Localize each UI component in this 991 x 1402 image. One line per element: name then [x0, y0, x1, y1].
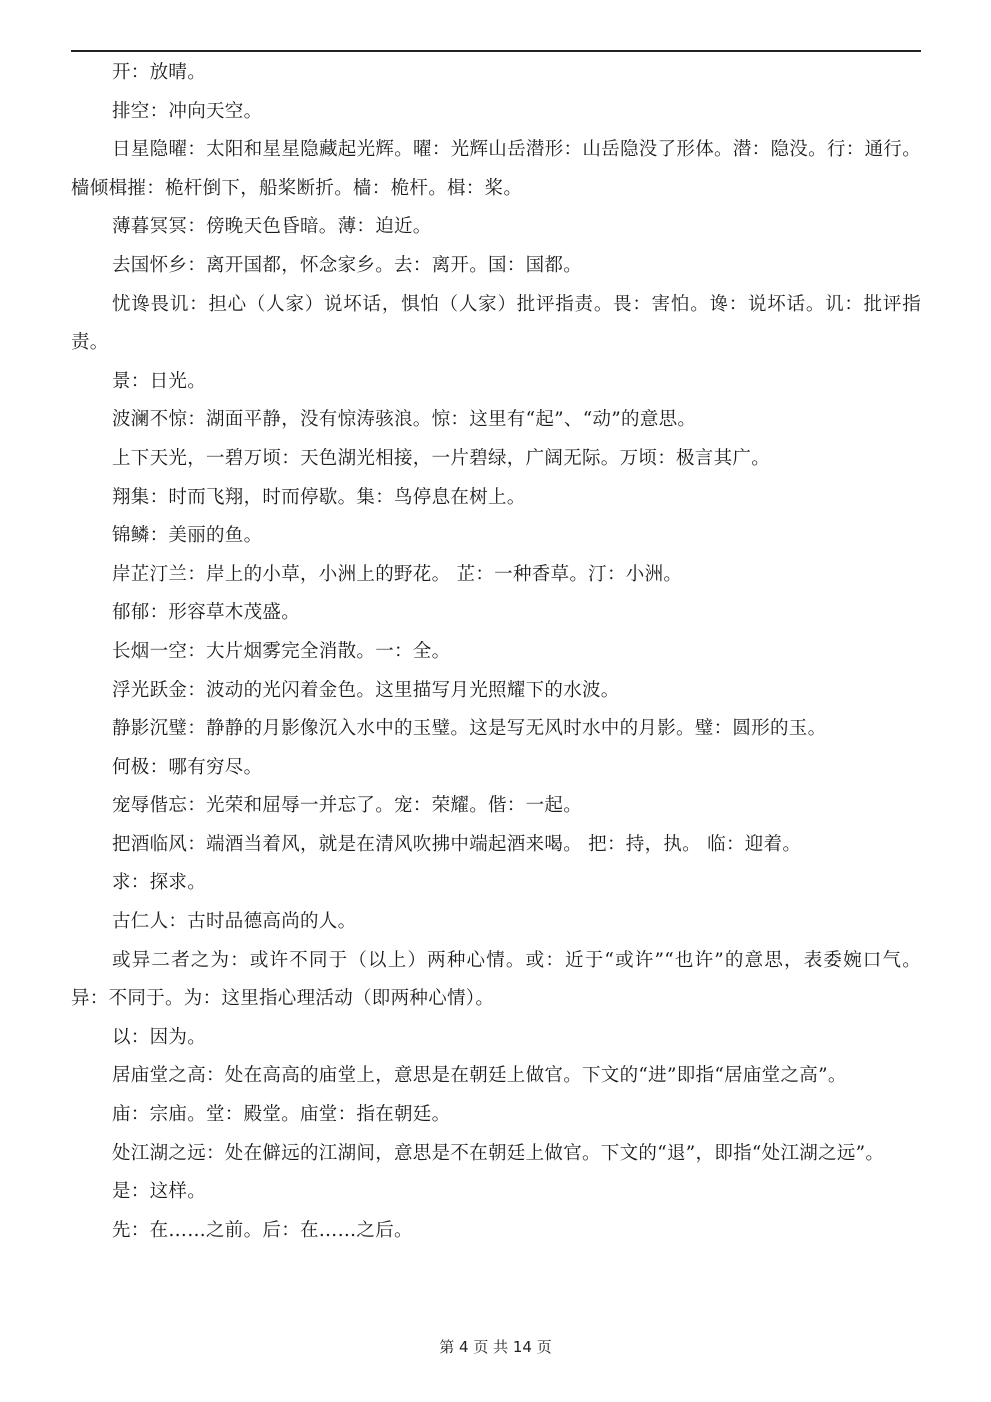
paragraph: 翔集：时而飞翔，时而停歇。集：鸟停息在树上。 [112, 486, 526, 508]
paragraph: 岸芷汀兰：岸上的小草，小洲上的野花。 芷：一种香草。汀：小洲。 [112, 563, 683, 585]
paragraph: 静影沉璧：静静的月影像沉入水中的玉璧。这是写无风时水中的月影。璧：圆形的玉。 [112, 718, 827, 740]
paragraph: 长烟一空：大片烟雾完全消散。一：全。 [112, 640, 451, 662]
paragraph: 处江湖之远：处在僻远的江湖间，意思是不在朝廷上做官。下文的“退”，即指“处江湖之远”。 [112, 1142, 885, 1164]
paragraph: 把酒临风：端酒当着风，就是在清风吹拂中端起酒来喝。 把：持，执。 临：迎着。 [112, 833, 802, 855]
paragraph: 宠辱偕忘：光荣和屈辱一并忘了。宠：荣耀。偕：一起。 [112, 795, 583, 817]
paragraph: 忧谗畏讥：担心（人家）说坏话，惧怕（人家）批评指责。畏：害怕。谗：说坏话。讥：批评指责。 [71, 293, 921, 354]
paragraph: 锦鳞：美丽的鱼。 [112, 525, 263, 547]
paragraph: 上下天光，一碧万顷：天色湖光相接，一片碧绿，广阔无际。万顷：极言其广。 [112, 447, 771, 469]
paragraph: 排空：冲向天空。 [112, 100, 263, 122]
paragraph: 去国怀乡：离开国都，怀念家乡。去：离开。国：国都。 [112, 254, 583, 276]
paragraph: 景：日光。 [112, 370, 207, 392]
paragraph: 庙：宗庙。堂：殿堂。庙堂：指在朝廷。 [112, 1104, 451, 1126]
paragraph: 日星隐曜：太阳和星星隐藏起光辉。曜：光辉山岳潜形：山岳隐没了形体。潜：隐没。行：通行。樯倾楫摧：桅杆倒下，船桨断折。樯：桅杆。楫：桨。 [71, 139, 921, 199]
paragraph: 古仁人：古时品德高尚的人。 [112, 911, 357, 933]
paragraph: 何极：哪有穷尽。 [112, 756, 263, 778]
header-rule [71, 50, 921, 52]
paragraph: 以：因为。 [112, 1026, 207, 1048]
paragraph: 薄暮冥冥：傍晚天色昏暗。薄：迫近。 [112, 216, 432, 238]
paragraph: 开：放晴。 [112, 62, 207, 83]
page-number: 第 4 页 共 14 页 [439, 1338, 552, 1356]
paragraph: 波澜不惊：湖面平静，没有惊涛骇浪。惊：这里有“起”、“动”的意思。 [112, 409, 697, 431]
paragraph: 是：这样。 [112, 1181, 207, 1203]
paragraph: 先：在……之前。后：在……之后。 [112, 1219, 413, 1241]
document-body [71, 54, 921, 1250]
paragraph: 或异二者之为：或许不同于（以上）两种心情。或：近于“或许”“也许”的意思，表委婉口气。异：不同于。为：这里指心理活动（即两种心情）。 [71, 949, 921, 1010]
paragraph: 郁郁：形容草木茂盛。 [112, 602, 301, 624]
paragraph: 浮光跃金：波动的光闪着金色。这里描写月光照耀下的水波。 [112, 679, 620, 701]
paragraph: 求：探求。 [112, 872, 207, 894]
paragraph: 居庙堂之高：处在高高的庙堂上，意思是在朝廷上做官。下文的“进”即指“居庙堂之高”。 [112, 1065, 847, 1087]
